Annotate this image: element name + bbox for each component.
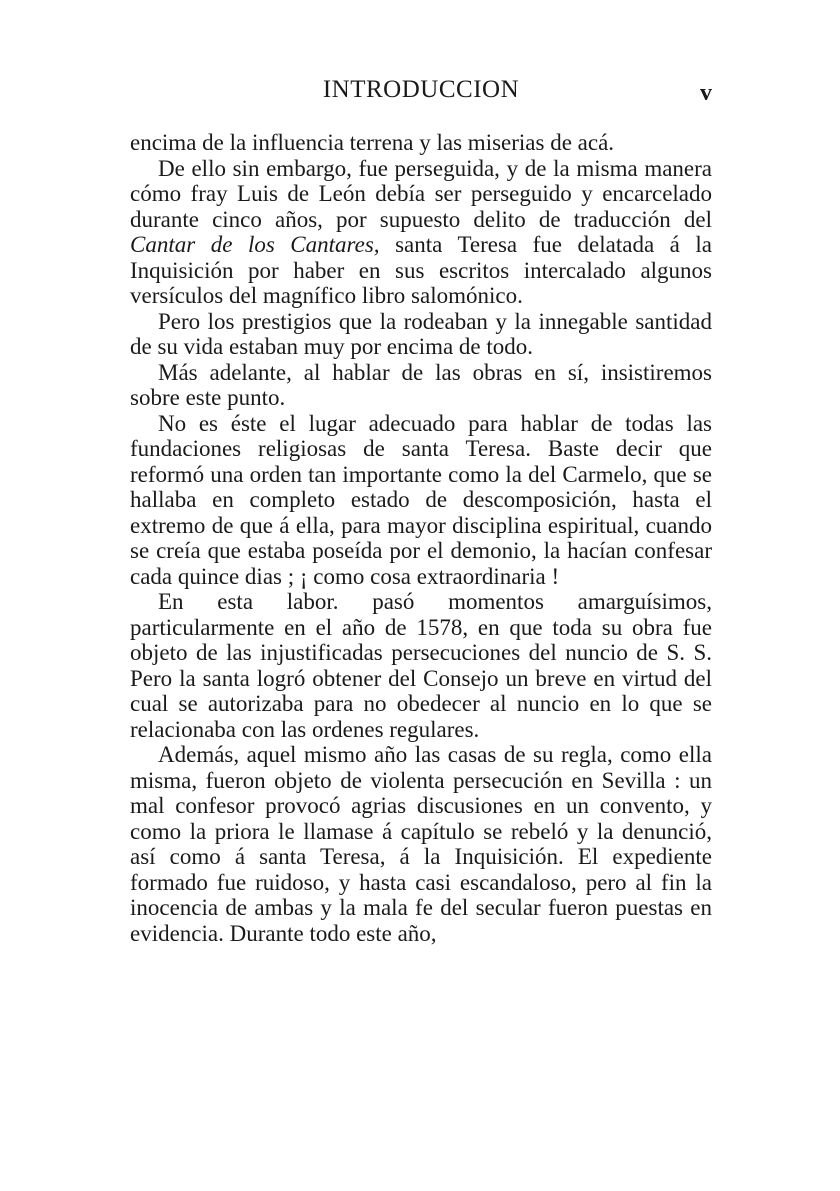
running-header [130,76,712,108]
paragraph-2 [130,156,712,309]
page-number: v [700,80,712,106]
paragraph-3: Pero los prestigios que la rodeaban y la innegable santidad de su vida estaban muy por encima de todo. [130,308,712,359]
paragraph-7: Además, aquel mismo año las casas de su regla, como ella misma, fueron objeto de violenta persecución en Sevilla : un mal confesor provocó agrias discusiones en un convento, y como la priora le llamase á capítulo se rebeló y la denunció, así como á santa Teresa, á la Inquisición. El expediente formado fue ruidoso, y hasta casi escandaloso, pero al fin la inocencia de ambas y la mala fe del secular fueron puestas en evidencia. Durante todo este año, [130,742,712,946]
paragraph-2-text-b: santa Teresa fue delatada á la Inquisición por haber en sus escritos intercalado algunos versículos del magnífico libro salomónico. [130,232,713,308]
paragraph-6: En esta labor. pasó momentos amarguísimos, particularmente en el año de 1578, en que toda su obra fue objeto de las injustificadas persecuciones del nuncio de S. S. Pero la santa logró obtener del Consejo un breve en virtud del cual se autorizaba para no obedecer al nuncio en lo que se relacionaba con las ordenes regulares. [130,589,712,742]
body-text [130,130,712,946]
running-title: INTRODUCCION [322,76,520,103]
paragraph-2-text-a: De ello sin embargo, fue perseguida, y de la misma manera cómo fray Luis de León debía ser perseguido y encarcelado durante cinco años, por supuesto delito de traducción del [130,155,712,232]
paragraph-4: Más adelante, al hablar de las obras en sí, insistiremos sobre este punto. [130,359,712,410]
paragraph-5: No es éste el lugar adecuado para hablar de todas las fundaciones religiosas de santa Teresa. Baste decir que reformó una orden tan importante como la del Carmelo, que se hallaba en completo estado de descomposición, hasta el extremo de que á ella, para mayor disciplina espiritual, cuando se creía que estaba poseída por el demonio, la hacían confesar cada quince dias ; ¡ como cosa extraordinaria ! [130,410,712,589]
work-title-cantar: Cantar de los Cantares, [130,232,380,257]
paragraph-1: encima de la influencia terrena y las miserias de acá. [130,130,615,155]
